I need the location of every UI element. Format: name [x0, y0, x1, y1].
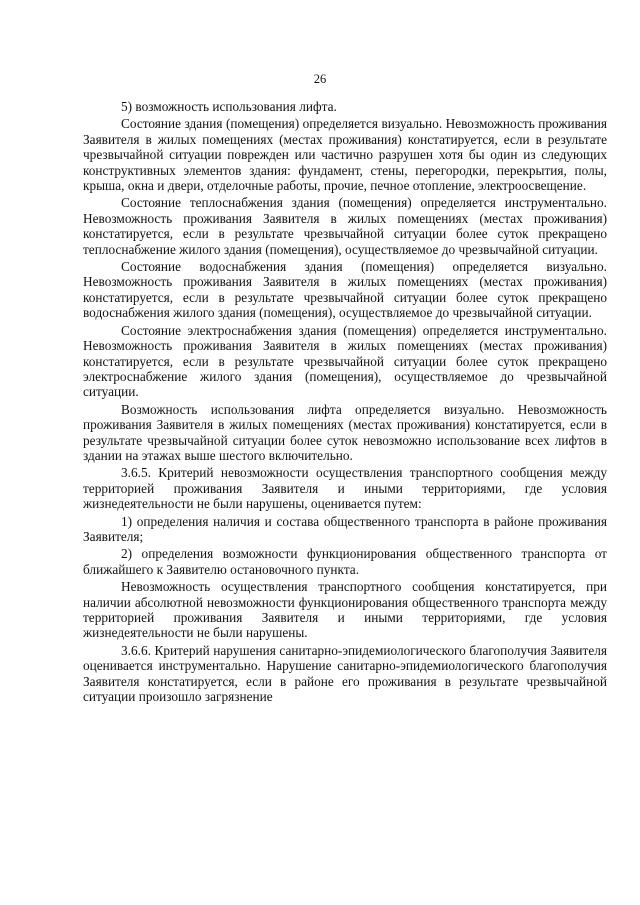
document-body — [83, 99, 607, 706]
paragraph-10: Невозможность осуществления транспортного сообщения констатируется, при наличии абсолютной невозможности функционирования общественного транспорта между территорией проживания Заявителя и иными территориями, где условия жизнедеятельности не были нарушены. — [83, 579, 607, 641]
paragraph-11: 3.6.6. Критерий нарушения санитарно-эпидемиологического благополучия Заявителя оценивается инструментально. Нарушение санитарно-эпидемиологического благополучия Заявителя констатируется, если в районе его проживания в результате чрезвычайной ситуации произошло загрязнение — [83, 642, 607, 705]
paragraph-6: Возможность использования лифта определяется визуально. Невозможность проживания Заявителя в жилых помещениях (местах проживания) констатируется, если в результате чрезвычайной ситуации более суток невозможно использование всех лифтов в здании на этажах выше шестого включительно. — [83, 401, 607, 463]
paragraph-1: 5) возможность использования лифта. — [121, 99, 337, 114]
paragraph-2: Состояние здания (помещения) определяется визуально. Невозможность проживания Заявителя в жилых помещениях (местах проживания) констатируется, если в результате чрезвычайной ситуации поврежден или частично разрушен хотя бы один из следующих конструктивных элементов здания: фундамент, стены, перегородки, перекрытия, полы, крыша, окна и двери, отделочные работы, прочие, печное отопление, электроосвещение. — [83, 116, 607, 194]
paragraph-8: 1) определения наличия и состава общественного транспорта в районе проживания Заявителя; — [83, 513, 607, 544]
paragraph-9: 2) определения возможности функционирования общественного транспорта от ближайшего к Заявителю остановочного пункта. — [83, 546, 607, 577]
paragraph-3: Состояние теплоснабжения здания (помещения) определяется инструментально. Невозможность проживания Заявителя в жилых помещениях (местах проживания) констатируется, если в результате чрезвычайной ситуации более суток прекращено теплоснабжение жилого здания (помещения), осуществляемое до чрезвычайной ситуации. — [83, 195, 607, 257]
paragraph-7: 3.6.5. Критерий невозможности осуществления транспортного сообщения между территорией проживания Заявителя и иными территориями, где условия жизнедеятельности не были нарушены, оценивается путем: — [83, 465, 607, 512]
paragraph-5: Состояние электроснабжения здания (помещения) определяется инструментально. Невозможность проживания Заявителя в жилых помещениях (местах проживания) констатируется, если в результате чрезвычайной ситуации более суток прекращено электроснабжение жилого здания (помещения), осуществляемое до чрезвычайной ситуации. — [83, 322, 607, 400]
page-number: 26 — [313, 72, 327, 86]
paragraph-4: Состояние водоснабжения здания (помещения) определяется визуально. Невозможность проживания Заявителя в жилых помещениях (местах проживания) констатируется, если в результате чрезвычайной ситуации более суток прекращено водоснабжения жилого здания (помещения), осуществляемое до чрезвычайной ситуации. — [83, 259, 607, 321]
